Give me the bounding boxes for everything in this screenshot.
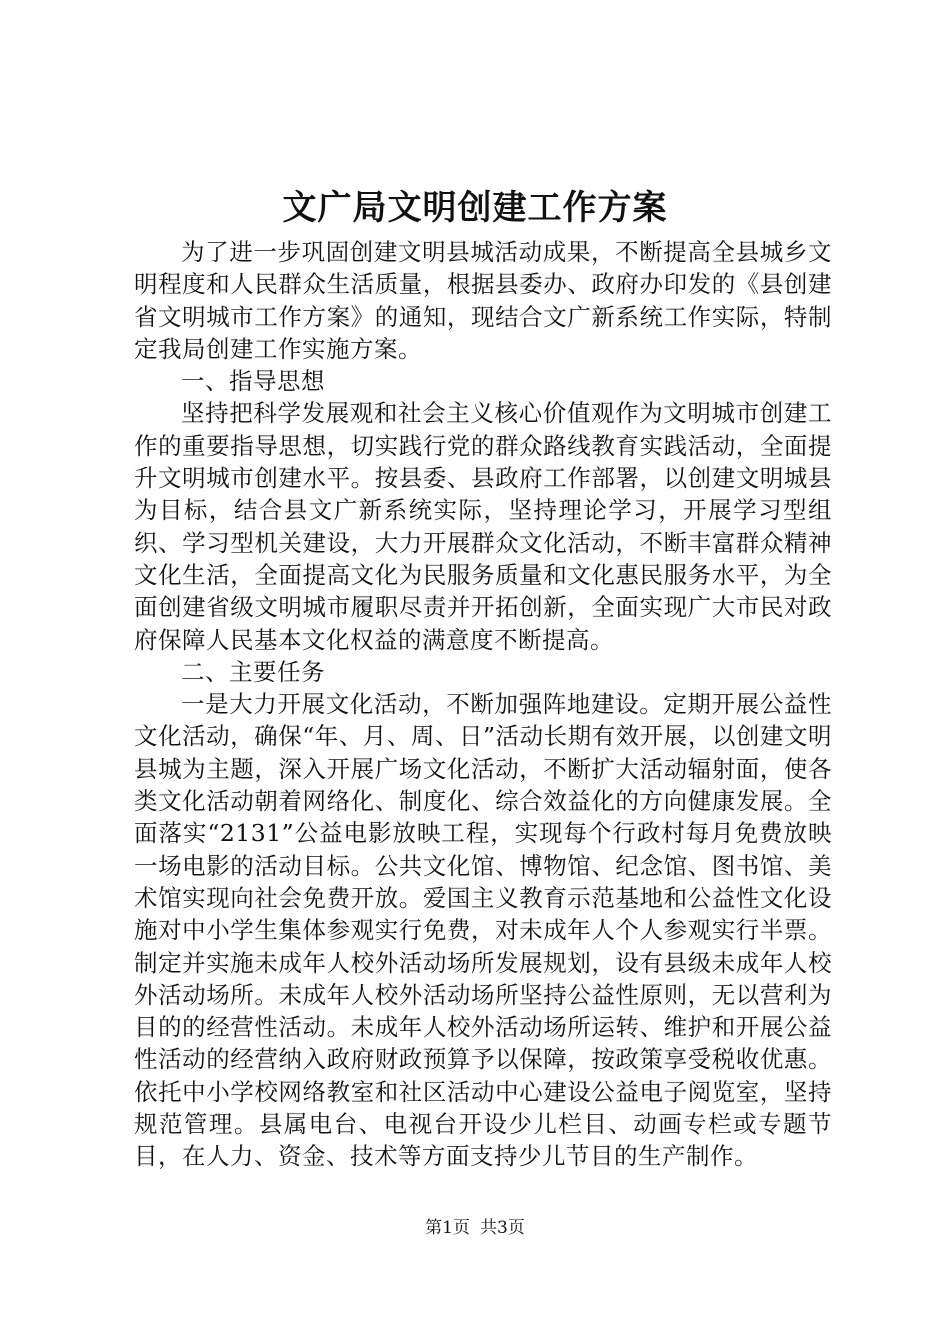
guiding-ideology-paragraph: 坚持把科学发展观和社会主义核心价值观作为文明城市创建工作的重要指导思想，切实践行党的群众路线教育实践活动，全面提升文明城市创建水平。按县委、县政府工作部署，以创建文明城县为目标，结合县文广新系统实际，坚持理论学习，开展学习型组织、学习型机关建设，大力开展群众文化活动，不断丰富群众精神文化生活，全面提高文化为民服务质量和文化惠民服务水平，为全面创建省级文明城市履职尽责并开拓创新，全面实现广大市民对政府保障人民基本文化权益的满意度不断提高。 — [134, 399, 832, 654]
main-tasks-paragraph: 一是大力开展文化活动，不断加强阵地建设。定期开展公益性文化活动，确保“年、月、周、日”活动长期有效开展，以创建文明县城为主题，深入开展广场文化活动，不断扩大活动辐射面，使各类文化活动朝着网络化、制度化、综合效益化的方向健康发展。全面落实“2131”公益电影放映工程，实现每个行政村每月免费放映一场电影的活动目标。公共文化馆、博物馆、纪念馆、图书馆、美术馆实现向社会免费开放。爱国主义教育示范基地和公益性文化设施对中小学生集体参观实行免费，对未成年人个人参观实行半票。制定并实施未成年人校外活动场所发展规划，设有县级未成年人校外活动场所。未成年人校外活动场所坚持公益性原则，无以营利为目的的经营性活动。未成年人校外活动场所运转、维护和开展公益性活动的经营纳入政府财政预算予以保障，按政策享受税收优惠。依托中小学校网络教室和社区活动中心建设公益电子阅览室，坚持规范管理。县属电台、电视台开设少儿栏目、动画专栏或专题节目，在人力、资金、技术等方面支持少儿节目的生产制作。 — [134, 690, 832, 1171]
intro-paragraph: 为了进一步巩固创建文明县城活动成果，不断提高全县城乡文明程度和人民群众生活质量，根据县委办、政府办印发的《县创建省文明城市工作方案》的通知，现结合文广新系统工作实际，特制定我局创建工作实施方案。 — [134, 238, 832, 363]
page-footer — [0, 1216, 950, 1240]
page-total: 共3页 — [480, 1218, 525, 1238]
section-heading-main-tasks: 二、主要任务 — [181, 657, 325, 686]
document-body — [134, 236, 832, 1173]
page-number: 第1页 — [425, 1218, 470, 1238]
document-title: 文广局文明创建工作方案 — [282, 188, 668, 228]
section-heading-guiding-ideology: 一、指导思想 — [181, 367, 325, 396]
